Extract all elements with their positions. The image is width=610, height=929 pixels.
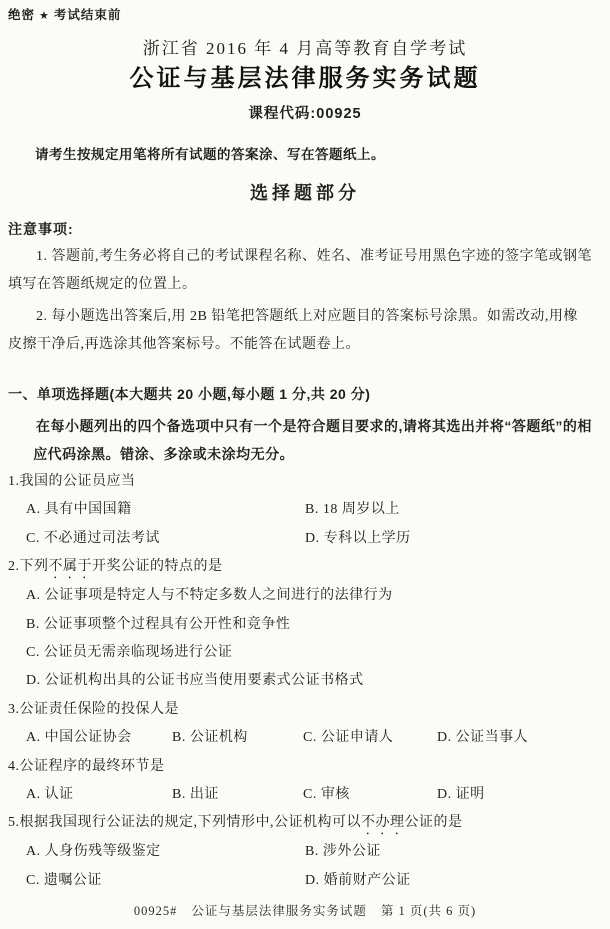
option-4-d: D. 证明 xyxy=(437,787,485,803)
question-1-stem xyxy=(8,468,602,496)
classification-level: 绝密 xyxy=(8,8,36,22)
exam-session-title: 浙江省 2016 年 4 月高等教育自学考试 xyxy=(142,39,468,58)
question-2-text-emphasized: 不属于 xyxy=(48,559,92,575)
option-2-a: A. 公证事项是特定人与不特定多数人之间进行的法律行为 xyxy=(26,588,393,604)
part-title: 选择题部分 xyxy=(250,183,360,203)
notice-1-line-2: 填写在答题纸规定的位置上。 xyxy=(8,276,197,292)
question-1-options-row-2 xyxy=(8,525,602,553)
option-2-b: B. 公证事项整个过程具有公开性和竞争性 xyxy=(26,616,291,632)
question-5-text-pre: 根据我国现行公证法的规定,下列情形中,公证机构可以 xyxy=(19,815,361,831)
option-1-d: D. 专科以上学历 xyxy=(305,530,411,546)
option-5-c: C. 遗嘱公证 xyxy=(26,872,102,888)
question-1-number: 1. xyxy=(8,474,20,489)
option-5-a: A. 人身伤残等级鉴定 xyxy=(26,844,161,860)
option-1-c: C. 不必通过司法考试 xyxy=(26,530,160,546)
question-2-options xyxy=(8,582,602,696)
question-4-number: 4. xyxy=(8,758,20,774)
question-1-options-row-1 xyxy=(8,496,602,524)
option-5-b: B. 涉外公证 xyxy=(305,844,381,860)
classification-note: 考试结束前 xyxy=(53,8,122,22)
question-5-options-row-2 xyxy=(8,867,602,895)
option-1-a: A. 具有中国国籍 xyxy=(26,502,132,518)
question-5-text-emphasized: 不办理 xyxy=(361,815,405,831)
section-1-intro-line-1: 在每小题列出的四个备选项中只有一个是符合题目要求的,请将其选出并将“答题纸”的相 xyxy=(36,418,592,434)
question-4-stem xyxy=(8,753,602,781)
question-4-options-row xyxy=(8,781,602,809)
classification-banner xyxy=(8,0,602,24)
page-footer xyxy=(8,903,602,919)
option-4-b: B. 出证 xyxy=(172,787,219,803)
option-1-b: B. 18 周岁以上 xyxy=(305,502,400,518)
question-5-number: 5. xyxy=(8,815,20,831)
course-code: 课程代码:00925 xyxy=(248,106,362,122)
option-3-b: B. 公证机构 xyxy=(172,730,248,746)
question-2-text-post: 开奖公证的特点的是 xyxy=(92,559,223,575)
option-5-d: D. 婚前财产公证 xyxy=(305,872,411,888)
option-3-a: A. 中国公证协会 xyxy=(26,730,132,746)
question-5-stem xyxy=(8,809,602,838)
question-3-stem xyxy=(8,696,602,724)
footer-page-number: 第 1 页(共 6 页) xyxy=(380,904,477,919)
star-icon: ★ xyxy=(39,10,50,22)
section-1-heading: 一、单项选择题(本大题共 20 小题,每小题 1 分,共 20 分) xyxy=(8,386,371,402)
question-2-stem xyxy=(8,553,602,582)
option-2-c: C. 公证员无需亲临现场进行公证 xyxy=(26,645,233,661)
notice-2-line-2: 皮擦干净后,再选涂其他答案标号。不能答在试题卷上。 xyxy=(8,336,360,352)
footer-course-code: 00925# xyxy=(133,904,178,919)
question-4-text: 公证程序的最终环节是 xyxy=(19,758,165,774)
notice-2-line-1: 2. 每小题选出答案后,用 2B 铅笔把答题纸上对应题目的答案标号涂黑。如需改动,用橡 xyxy=(36,309,578,324)
answer-sheet-instruction: 请考生按规定用笔将所有试题的答案涂、写在答题纸上。 xyxy=(35,147,385,162)
notice-heading: 注意事项: xyxy=(8,221,74,237)
question-3-number: 3. xyxy=(8,701,20,717)
option-4-c: C. 审核 xyxy=(303,787,350,803)
option-4-a: A. 认证 xyxy=(26,787,74,803)
question-2-number: 2. xyxy=(8,559,20,575)
question-2-text-pre: 下列 xyxy=(19,559,49,575)
option-3-c: C. 公证申请人 xyxy=(303,730,394,746)
question-5-text-post: 公证的是 xyxy=(404,815,463,831)
question-5-options-row-1 xyxy=(8,838,602,866)
question-1-text: 我国的公证员应当 xyxy=(19,474,136,489)
question-3-options-row xyxy=(8,724,602,752)
question-3-text: 公证责任保险的投保人是 xyxy=(19,701,179,717)
option-2-d: D. 公证机构出具的公证书应当使用要素式公证书格式 xyxy=(26,673,364,689)
section-1-intro-line-2: 应代码涂黑。错涂、多涂或未涂均无分。 xyxy=(33,446,295,462)
question-list xyxy=(8,468,602,895)
paper-title: 公证与基层法律服务实务试题 xyxy=(129,65,481,92)
footer-paper-title: 公证与基层法律服务实务试题 xyxy=(191,904,367,919)
notice-1-line-1: 1. 答题前,考生务必将自己的考试课程名称、姓名、准考证号用黑色字迹的签字笔或钢笔 xyxy=(36,249,592,264)
option-3-d: D. 公证当事人 xyxy=(437,730,529,746)
